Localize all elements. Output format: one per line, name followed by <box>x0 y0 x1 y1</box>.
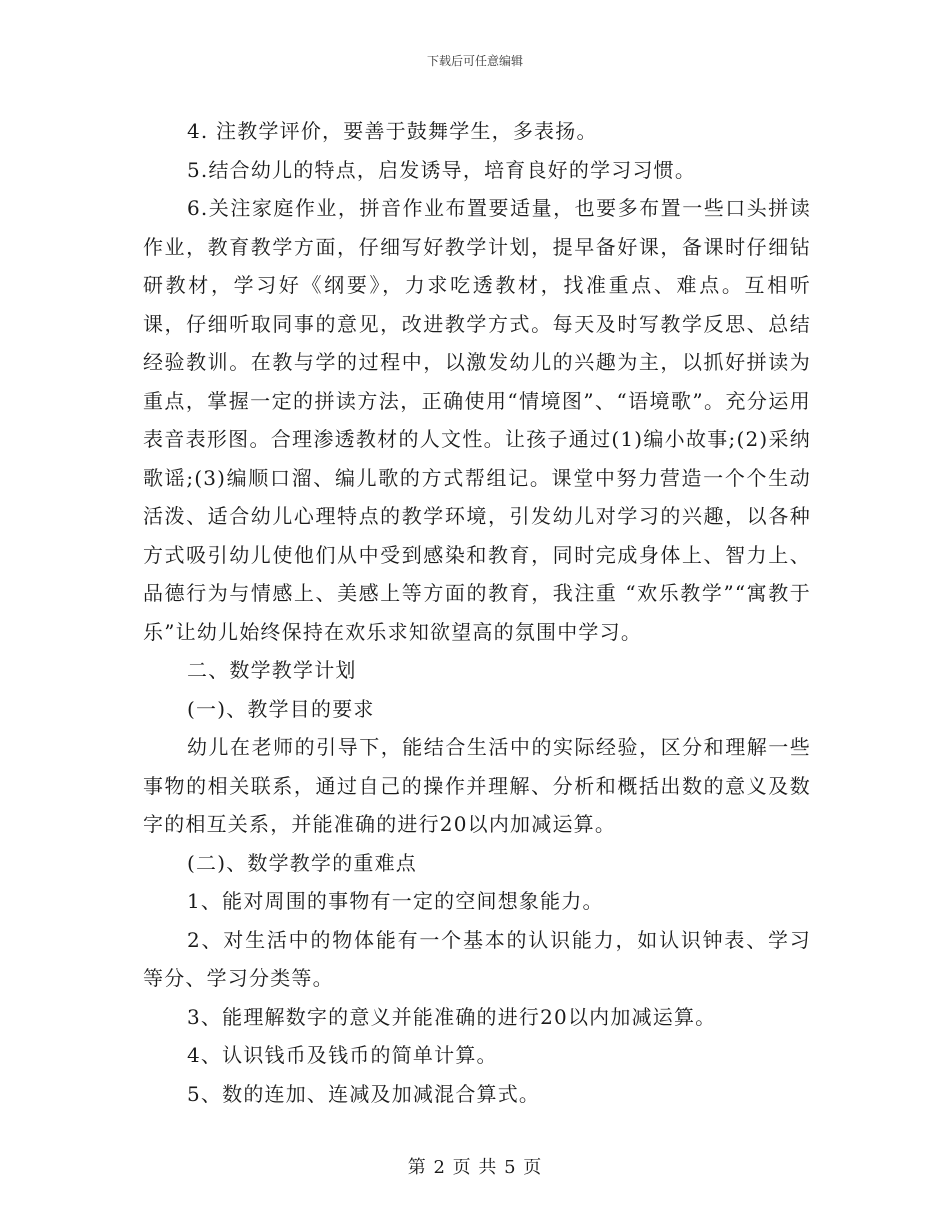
list-item-key-point-2: 2、对生活中的物体能有一个基本的认识能力，如认识钟表、学习等分、学习分类等。 <box>143 927 811 990</box>
paragraph-item-5: 5.结合幼儿的特点，启发诱导，培育良好的学习习惯。 <box>187 157 697 182</box>
list-item-key-point-1: 1、能对周围的事物有一定的空间想象能力。 <box>187 889 604 913</box>
paragraph-item-6: 6.关注家庭作业，拼音作业布置要适量，也要多布置一些口头拼读作业，教育教学方面，仔细写好教学计划，提早备好课，备课时仔细钻研教材，学习好《纲要》，力求吃透教材，找准重点、难点。互相听课，仔细听取同事的意见，改进教学方式。每天及时写教学反思、总结经验教训。在教与学的过程中，以激发幼儿的兴趣为主，以抓好拼读为重点，掌握一定的拼读方法，正确使用“情境图”、“语境歌”。充分运用表音表形图。合理渗透教材的人文性。让孩子通过(1)编小故事;(2)采纳歌谣;(3)编顺口溜、编儿歌的方式帮组记。课堂中努力营造一个个生动活泼、适合幼儿心理特点的教学环境，引发幼儿对学习的兴趣，以各种方式吸引幼儿使他们从中受到感染和教育，同时完成身体上、智力上、品德行为与情感上、美感上等方面的教育，我注重 “欢乐教学”“寓教于乐”让幼儿始终保持在欢乐求知欲望高的氛围中学习。 <box>143 196 811 644</box>
paragraph-goals: 幼儿在老师的引导下，能结合生活中的实际经验，区分和理解一些事物的相关联系，通过自己的操作并理解、分析和概括出数的意义及数字的相互关系，并能准确的进行20以内加减运算。 <box>143 735 811 836</box>
section-heading-math-plan: 二、数学教学计划 <box>187 658 357 682</box>
paragraph-item-4: 4. 注教学评价，要善于鼓舞学生，多表扬。 <box>187 119 598 143</box>
subsection-heading-goals: (一)、教学目的要求 <box>187 696 375 721</box>
list-item-key-point-5: 5、数的连加、连减及加减混合算式。 <box>187 1081 541 1106</box>
subsection-heading-key-points: (二)、数学教学的重难点 <box>187 850 418 875</box>
list-item-key-point-4: 4、认识钱币及钱币的简单计算。 <box>187 1043 498 1067</box>
page-header-note: 下载后可任意编辑 <box>426 54 523 68</box>
list-item-key-point-3: 3、能理解数字的意义并能准确的进行20以内加减运算。 <box>187 1004 717 1029</box>
document-body <box>143 112 811 1113</box>
page-number-footer: 第 2 页 共 5 页 <box>407 1157 543 1178</box>
